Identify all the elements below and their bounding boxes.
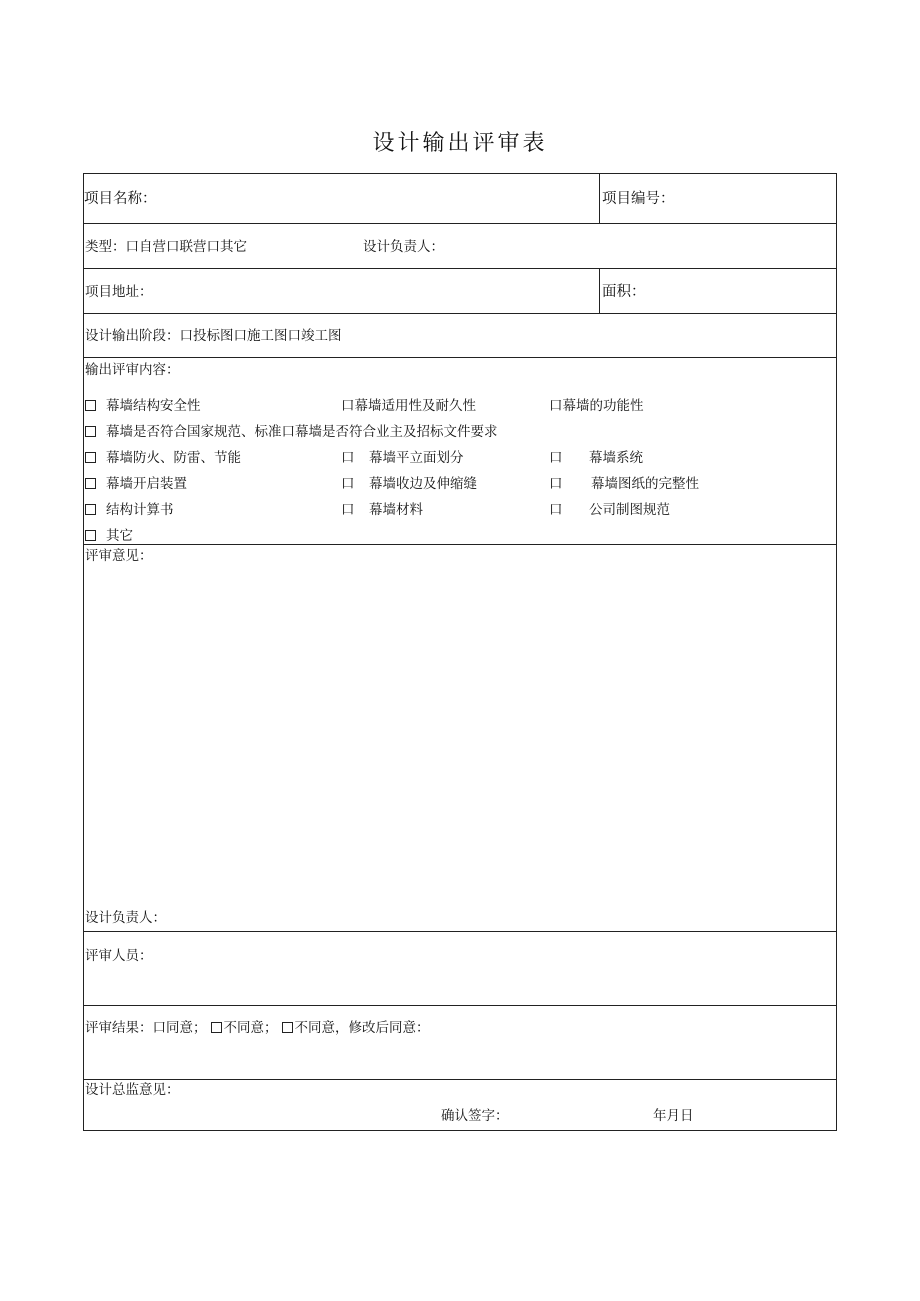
review-result-section[interactable] bbox=[83, 1005, 837, 1080]
review-item-edge-joints: 幕墙收边及伸缩缝 bbox=[369, 476, 477, 492]
review-result-options[interactable]: 评审结果：口同意； 不同意； 不同意，修改后同意： bbox=[85, 1020, 430, 1036]
checkbox[interactable] bbox=[85, 426, 96, 437]
project-name-cell[interactable] bbox=[83, 173, 600, 224]
review-item-code-compliance[interactable]: 幕墙是否符合国家规范、标准口幕墙是否符合业主及招标文件要求 bbox=[85, 423, 498, 441]
review-item-functionality[interactable]: 口幕墙的功能性 bbox=[549, 398, 644, 414]
area-label: 面积： bbox=[602, 284, 646, 300]
checkbox[interactable] bbox=[85, 478, 96, 489]
reviewers-label: 评审人员： bbox=[85, 948, 153, 964]
date-label: 年月日 bbox=[653, 1108, 694, 1124]
review-item-drawing-completeness: 幕墙图纸的完整性 bbox=[591, 476, 699, 492]
checkbox-disagree[interactable] bbox=[211, 1022, 222, 1033]
review-opinion-label: 评审意见： bbox=[85, 548, 153, 564]
review-item-system-mark[interactable]: 口 bbox=[549, 450, 563, 466]
checkbox[interactable] bbox=[85, 504, 96, 515]
review-item-elevation-division: 幕墙平立面划分 bbox=[369, 450, 464, 466]
review-opinion-section[interactable] bbox=[83, 544, 837, 932]
confirm-signature-label: 确认签字： bbox=[441, 1108, 509, 1124]
review-item-system: 幕墙系统 bbox=[589, 450, 643, 466]
review-item-materials: 幕墙材料 bbox=[369, 502, 423, 518]
opinion-designer-label: 设计负责人： bbox=[85, 910, 166, 926]
checkbox-disagree-modify[interactable] bbox=[282, 1022, 293, 1033]
review-item-drawing-completeness-mark[interactable]: 口 bbox=[549, 476, 563, 492]
review-item-drafting-standard-mark[interactable]: 口 bbox=[549, 502, 563, 518]
review-content-heading: 输出评审内容： bbox=[85, 362, 180, 378]
checkbox[interactable] bbox=[85, 530, 96, 541]
review-item-elevation-division-mark[interactable]: 口 bbox=[341, 450, 355, 466]
project-code-label: 项目编号： bbox=[602, 191, 675, 207]
review-result-label: 评审结果：口同意； bbox=[85, 1020, 207, 1036]
designer-in-charge-label: 设计负责人： bbox=[363, 239, 444, 255]
review-item-structural-safety[interactable]: 幕墙结构安全性 bbox=[85, 397, 201, 415]
review-item-opening-device[interactable]: 幕墙开启装置 bbox=[85, 475, 187, 493]
review-item-fire-lightning-energy[interactable]: 幕墙防火、防雷、节能 bbox=[85, 449, 241, 467]
project-address-label: 项目地址： bbox=[85, 284, 153, 300]
design-director-opinion-label: 设计总监意见： bbox=[85, 1082, 180, 1098]
reviewers-section[interactable] bbox=[83, 931, 837, 1006]
review-item-materials-mark[interactable]: 口 bbox=[341, 502, 355, 518]
review-item-edge-joints-mark[interactable]: 口 bbox=[341, 476, 355, 492]
review-item-drafting-standard: 公司制图规范 bbox=[589, 502, 670, 518]
page-title: 设计输出评审表 bbox=[372, 131, 548, 156]
checkbox[interactable] bbox=[85, 452, 96, 463]
project-type-options[interactable]: 类型：口自营口联营口其它 bbox=[85, 239, 247, 255]
project-address-cell[interactable] bbox=[83, 268, 600, 314]
project-name-label: 项目名称： bbox=[84, 191, 157, 207]
output-stage-options[interactable]: 设计输出阶段：口投标图口施工图口竣工图 bbox=[85, 328, 342, 344]
review-item-durability[interactable]: 口幕墙适用性及耐久性 bbox=[341, 398, 476, 414]
checkbox[interactable] bbox=[85, 400, 96, 411]
review-item-other[interactable]: 其它 bbox=[85, 527, 133, 545]
review-item-structural-calc[interactable]: 结构计算书 bbox=[85, 501, 174, 519]
